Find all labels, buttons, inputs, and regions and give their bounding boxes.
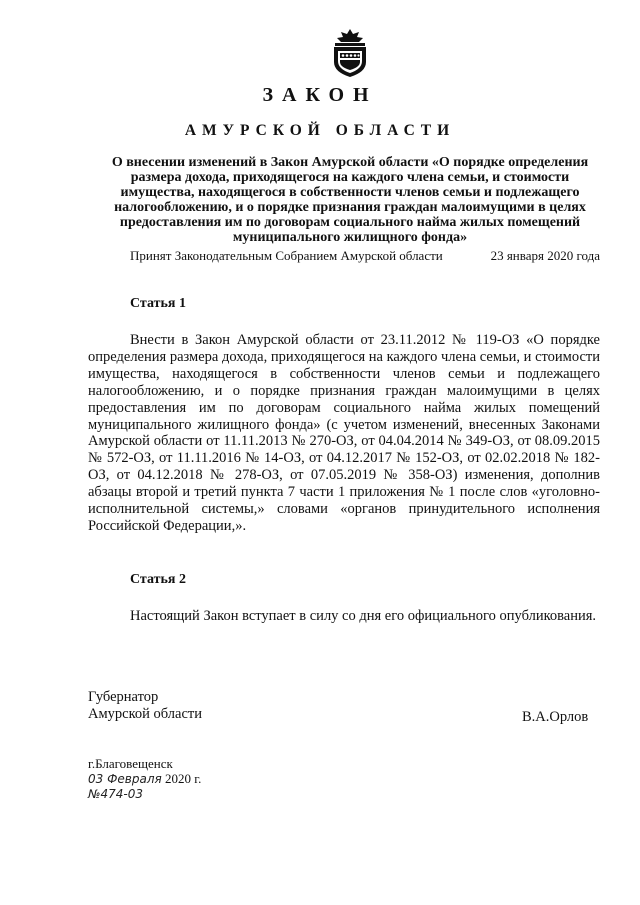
footer-date-handwritten: 03 Февраля xyxy=(88,772,162,786)
article-2-heading: Статья 2 xyxy=(130,572,186,587)
coat-of-arms-icon xyxy=(329,28,371,78)
article-1-heading: Статья 1 xyxy=(130,296,186,311)
footer-date-line xyxy=(88,771,201,787)
signer-position: Губернатор xyxy=(88,689,159,705)
article-1-text: Внести в Закон Амурской области от 23.11.2012 № 119-ОЗ «О порядке определения размера дохода, приходящегося на каждого члена семьи, и стоимости имущества, находящегося в собственности членов семьи и подлежащего налогообложению, и о порядке признания граждан малоимущими в целях предоставления им по договорам социального найма жилых помещений муниципального жилищного фонда» (с учетом изменений, внесенных Законами Амурской области от 11.11.2013 № 270-ОЗ, от 04.04.2014 № 349-ОЗ, от 08.09.2015 № 572-ОЗ, от 11.11.2016 № 14-ОЗ, от 04.12.2017 № 152-ОЗ, от 02.02.2018 № 182-ОЗ, от 04.12.2018 № 278-ОЗ, от 07.05.2019 № 358-ОЗ) изменения, дополнив абзацы второй и третий пункта 7 части 1 приложения № 1 после слов «уголовно-исполнительной системы,» словами «органов принудительного исполнения Российской Федерации,». xyxy=(88,332,600,534)
law-title: О внесении изменений в Закон Амурской области «О порядке определения размера дохода, приходящегося на каждого члена семьи, и стоимости имущества, находящегося в собственности членов семьи и подлежащего налогообложению, и о порядке признания граждан малоимущими в целях предоставления им по договорам социального найма жилых помещений муниципального жилищного фонда» xyxy=(111,155,589,245)
adoption-date: 23 января 2020 года xyxy=(490,248,600,263)
article-2-text: Настоящий Закон вступает в силу со дня его официального опубликования. xyxy=(130,608,597,624)
footer-year: 2020 г. xyxy=(164,771,202,786)
footer-number-handwritten: №474-03 xyxy=(88,787,143,801)
document-footer xyxy=(88,756,201,802)
signer-name: В.А.Орлов xyxy=(522,709,589,725)
footer-city: г.Благовещенск xyxy=(88,756,173,771)
signer-region: Амурской области xyxy=(88,706,202,722)
document-title: ЗАКОН xyxy=(262,84,378,106)
document-subtitle: АМУРСКОЙ ОБЛАСТИ xyxy=(184,122,456,139)
signature-block xyxy=(88,689,202,723)
adoption-text: Принят Законодательным Собранием Амурской области xyxy=(130,248,443,263)
adoption-line xyxy=(130,248,600,264)
